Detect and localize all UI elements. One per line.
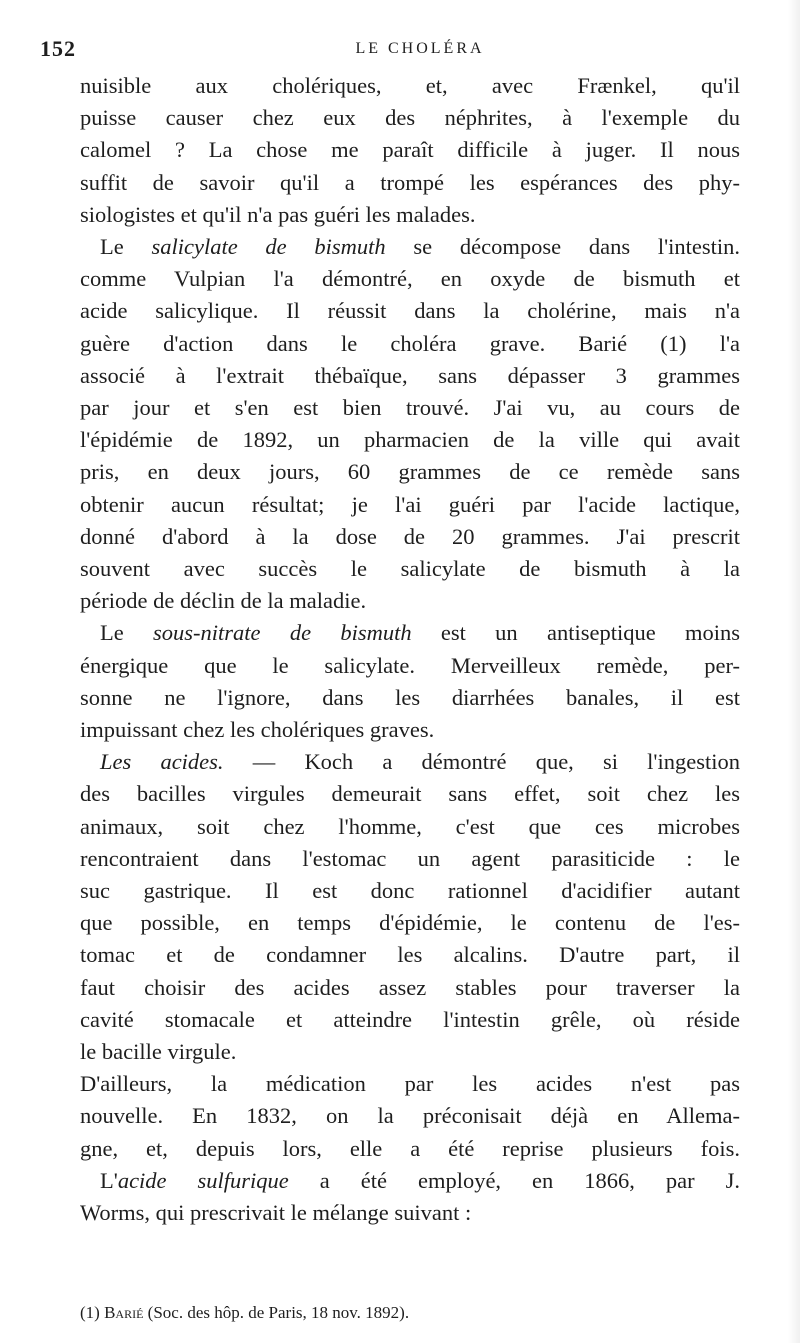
line-text: impuissant chez les cholériques graves. [80, 717, 435, 742]
body-line [80, 233, 740, 261]
body-line [80, 136, 740, 164]
italic-term: acide sulfurique [117, 1167, 289, 1193]
footnote-author: Barié [104, 1303, 144, 1322]
body-line [80, 684, 740, 712]
line-text: sonne ne l'ignore, dans les diarrhées banales, il est [80, 684, 740, 710]
body-line [80, 265, 740, 293]
line-text: animaux, soit chez l'homme, c'est que ces microbes [80, 813, 740, 839]
body-line [80, 813, 740, 841]
line-text: siologistes et qu'il n'a pas guéri les malades. [80, 201, 476, 227]
body-line [80, 974, 740, 1002]
line-text: guère d'action dans le choléra grave. Barié (1) l'a [80, 330, 740, 356]
running-title: LE CHOLÉRA [355, 40, 485, 57]
line-text: tomac et de condamner les alcalins. D'autre part, il [80, 942, 740, 968]
body-line [80, 555, 740, 583]
line-text: associé à l'extrait thébaïque, sans dépasser 3 grammes [80, 362, 740, 388]
body-line [80, 941, 740, 969]
footnote [80, 1302, 740, 1324]
body-line [80, 72, 740, 100]
body-line [80, 523, 740, 551]
line-text: nuisible aux cholériques, et, avec Frænkel, qu'il [80, 73, 740, 98]
body-line [80, 104, 740, 132]
body-line [80, 1006, 740, 1034]
line-text: l'épidémie de 1892, un pharmacien de la ville qui avait [80, 427, 740, 453]
body-line [80, 297, 740, 325]
body-line [80, 619, 740, 647]
body-line [80, 1199, 740, 1227]
line-text: est un antiseptique moins [411, 620, 740, 646]
body-line [80, 330, 740, 358]
line-text: D'ailleurs, la médication par les acides n'est pas [80, 1071, 740, 1097]
line-text: des bacilles virgules demeurait sans effet, soit chez les [80, 781, 740, 807]
line-prefix: Le [100, 234, 152, 259]
line-text: Worms, qui prescrivait le mélange suivant : [80, 1200, 472, 1225]
line-text: le bacille virgule. [80, 1039, 237, 1064]
body-line [80, 587, 740, 615]
body-line [80, 362, 740, 390]
line-prefix: Le [100, 620, 154, 646]
line-text: cavité stomacale et atteindre l'intestin grêle, où réside [80, 1006, 740, 1032]
body-line [80, 426, 740, 454]
body-line [80, 491, 740, 519]
body-line [80, 1102, 740, 1130]
line-text: que possible, en temps d'épidémie, le contenu de l'es- [80, 910, 740, 936]
italic-term: Les acides. [100, 749, 224, 775]
body-line [80, 1135, 740, 1163]
line-text: faut choisir des acides assez stables pour traverser la [80, 974, 740, 1000]
body-line [80, 458, 740, 486]
line-text: énergique que le salicylate. Merveilleux remède, per- [80, 652, 740, 678]
line-text: — Koch a démontré que, si l'ingestion [223, 749, 740, 775]
footnote-marker: (1) [80, 1303, 105, 1322]
line-text: par jour et s'en est bien trouvé. J'ai vu, au cours de [80, 395, 740, 420]
page-number: 152 [40, 36, 76, 61]
line-text: a été employé, en 1866, par J. [288, 1167, 740, 1193]
line-prefix: L' [100, 1167, 118, 1193]
body-line [80, 394, 740, 422]
line-text: pris, en deux jours, 60 grammes de ce remède sans [80, 459, 740, 485]
line-text: acide salicylique. Il réussit dans la cholérine, mais n'a [80, 298, 740, 324]
body-line [80, 845, 740, 873]
body-line [80, 1167, 740, 1195]
line-text: puisse causer chez eux des néphrites, à l'exemple du [80, 105, 740, 131]
footnote-text: (Soc. des hôp. de Paris, 18 nov. 1892). [143, 1303, 410, 1322]
line-text: période de déclin de la maladie. [80, 588, 367, 614]
body-line [80, 909, 740, 937]
italic-term: salicylate de bismuth [151, 234, 386, 259]
line-text: comme Vulpian l'a démontré, en oxyde de bismuth et [80, 266, 740, 292]
line-text: rencontraient dans l'estomac un agent parasiticide : le [80, 845, 740, 871]
body-line [80, 169, 740, 197]
line-text: calomel ? La chose me paraît difficile à juger. Il nous [80, 137, 740, 163]
line-text: suffit de savoir qu'il a trompé les espérances des phy- [80, 169, 740, 195]
body-line [80, 877, 740, 905]
italic-term: sous-nitrate de bismuth [153, 620, 412, 646]
body-line [80, 780, 740, 808]
body-line [80, 1038, 740, 1066]
page-edge [788, 0, 800, 1343]
line-text: suc gastrique. Il est donc rationnel d'acidifier autant [80, 878, 740, 903]
body-line [80, 201, 740, 229]
line-text: nouvelle. En 1832, on la préconisait déjà en Allema- [80, 1103, 740, 1129]
line-text: souvent avec succès le salicylate de bismuth à la [80, 556, 740, 581]
body-line [80, 716, 740, 744]
body-line [80, 1070, 740, 1098]
line-text: gne, et, depuis lors, elle a été reprise plusieurs fois. [80, 1135, 740, 1161]
line-text: obtenir aucun résultat; je l'ai guéri par l'acide lactique, [80, 491, 740, 517]
body-line [80, 652, 740, 680]
line-text: donné d'abord à la dose de 20 grammes. J'ai prescrit [80, 523, 740, 549]
body-line [80, 748, 740, 776]
line-text: se décompose dans l'intestin. [385, 234, 740, 259]
